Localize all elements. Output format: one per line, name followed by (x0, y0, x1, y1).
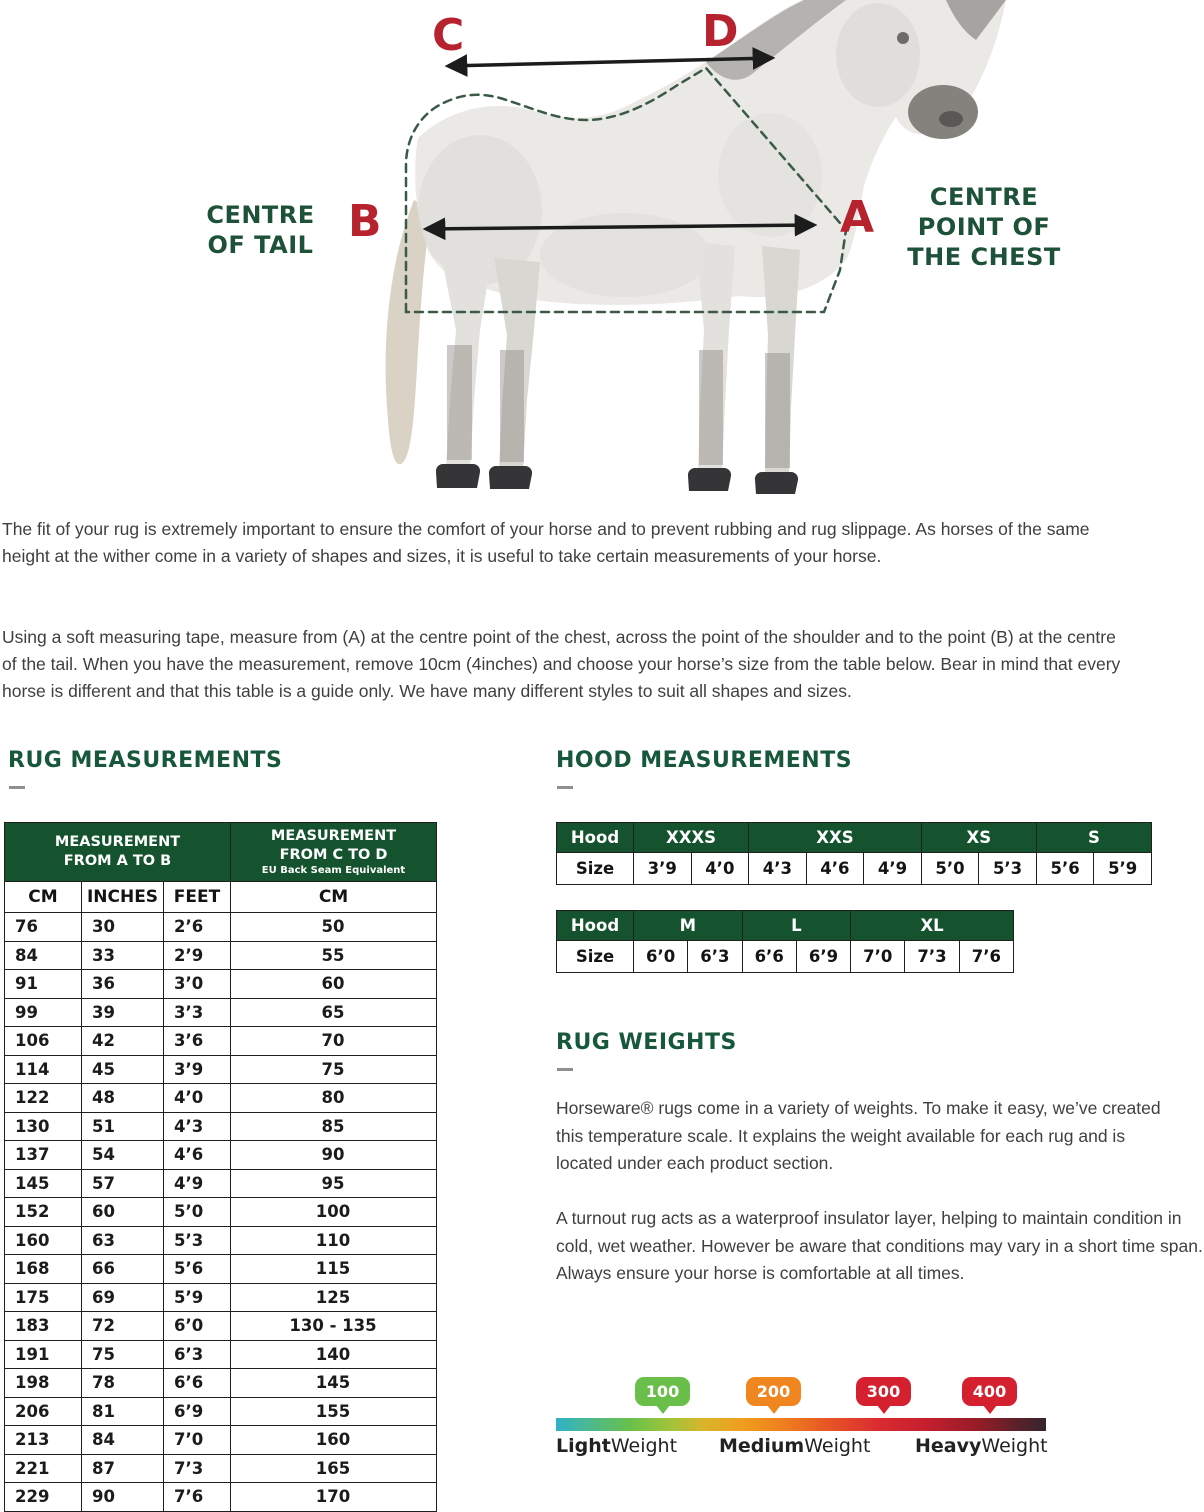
rug-table-cell: 106 (5, 1027, 82, 1056)
intro-paragraph-2: Using a soft measuring tape, measure from (A) at the centre point of the chest, across the point of the shoulder and to the point (B) at the centre of the tail. When you have the measurement, remove 10cm (4inches) and choose your horse’s size from the table below. Bear in mind that every horse is different and that this table is a guide only. We have many different styles to suit all shapes and sizes. (2, 627, 1121, 701)
hood-label: Hood (557, 823, 634, 853)
rug-table-cell: 4’9 (164, 1169, 231, 1198)
lightweight-label (556, 1435, 677, 1457)
rug-table-cell: 122 (5, 1084, 82, 1113)
rug-table-row (5, 1397, 437, 1426)
rug-table-cell: 3’9 (164, 1055, 231, 1084)
weight-badge-200 (746, 1377, 801, 1406)
size-label: Size (557, 941, 634, 973)
rug-table-cell: 5’0 (164, 1198, 231, 1227)
rug-table-cell: 152 (5, 1198, 82, 1227)
rug-table-cell: 78 (82, 1369, 164, 1398)
rug-table-row (5, 1055, 437, 1084)
rug-table-cell: 42 (82, 1027, 164, 1056)
rug-table-cell: 4’3 (164, 1112, 231, 1141)
rug-table-cell: 91 (5, 970, 82, 999)
hood-size-cell: 6’3 (688, 941, 742, 973)
hood-measurements-dash (557, 786, 573, 789)
size-label: Size (557, 853, 634, 885)
rug-measurements-title: RUG MEASUREMENTS (8, 748, 283, 773)
badge-pointer (767, 1405, 781, 1414)
rug-table-cell: 36 (82, 970, 164, 999)
hood-size-cell: 7’3 (905, 941, 959, 973)
rug-table-cell: 198 (5, 1369, 82, 1398)
horse-leg-marking (765, 353, 790, 468)
rug-table-row (5, 998, 437, 1027)
chest-label-line3: THE CHEST (907, 243, 1061, 271)
rug-table-cell: 80 (231, 1084, 437, 1113)
horse-muzzle (908, 85, 978, 139)
rug-table-cell: 81 (82, 1397, 164, 1426)
rug-table-cell: 4’0 (164, 1084, 231, 1113)
hood-size-cell: 4’3 (749, 853, 807, 885)
rug-table-cell: 229 (5, 1483, 82, 1512)
rug-table-cell: 65 (231, 998, 437, 1027)
rug-table-row (5, 1169, 437, 1198)
weight-badge-value: 400 (972, 1382, 1007, 1401)
centre-point-of-chest-label (898, 182, 1070, 272)
rug-table-row (5, 941, 437, 970)
point-label-a: A (840, 192, 875, 243)
horse-hoof (489, 466, 532, 489)
rug-table-cell: 55 (231, 941, 437, 970)
point-label-c: C (432, 10, 465, 61)
heavyweight-bold: Heavy (915, 1435, 982, 1457)
lightweight-rest: Weight (610, 1435, 678, 1457)
hood-size-cell: 6’9 (796, 941, 850, 973)
hood-group-xl: XL (851, 911, 1014, 941)
rug-table-row (5, 1112, 437, 1141)
hood-group-xxs: XXS (749, 823, 922, 853)
horse-leg-marking (500, 350, 524, 462)
rug-table-cell: 66 (82, 1255, 164, 1284)
rug-table-cell: 60 (231, 970, 437, 999)
rug-table-row (5, 1454, 437, 1483)
horse-leg-marking (699, 350, 723, 465)
hood-header-row (557, 823, 1152, 853)
header-cd-line2: FROM C TO D (279, 847, 388, 863)
centre-of-tail-label (198, 200, 323, 260)
hood-size-cell: 4’9 (864, 853, 922, 885)
weight-badge-400 (962, 1377, 1017, 1406)
rug-table-row (5, 1198, 437, 1227)
col-inches: INCHES (82, 882, 164, 913)
horse-leg-marking (447, 345, 472, 460)
hood-table-xxxs-to-s (556, 822, 1152, 885)
rug-table-cell: 175 (5, 1283, 82, 1312)
rug-table-cell: 3’3 (164, 998, 231, 1027)
hood-size-cell: 4’0 (691, 853, 749, 885)
rug-table-cell: 100 (231, 1198, 437, 1227)
rug-table-cell: 6’6 (164, 1369, 231, 1398)
hood-group-l: L (742, 911, 851, 941)
rug-table-cell: 7’3 (164, 1454, 231, 1483)
lightweight-bold: Light (556, 1435, 611, 1457)
rug-table-cell: 2’6 (164, 913, 231, 942)
scale-gradient-bar (556, 1418, 1046, 1431)
horse-eye (897, 32, 909, 44)
rug-table-cell: 114 (5, 1055, 82, 1084)
point-label-b: B (348, 196, 382, 247)
horse-hoof (436, 464, 480, 488)
rug-table-cell: 90 (82, 1483, 164, 1512)
rug-table-cell: 110 (231, 1226, 437, 1255)
hood-size-cell: 5’0 (921, 853, 979, 885)
rug-table-cell: 5’6 (164, 1255, 231, 1284)
col-feet: FEET (164, 882, 231, 913)
rug-table-cell: 85 (231, 1112, 437, 1141)
rug-table-row (5, 1369, 437, 1398)
rug-table-cell: 130 (5, 1112, 82, 1141)
centre-of-tail-line1: CENTRE (206, 201, 315, 229)
rug-table-cell: 7’0 (164, 1426, 231, 1455)
hood-size-cell: 5’3 (979, 853, 1037, 885)
header-cd-line1: MEASUREMENT (270, 828, 397, 844)
rug-table-cell: 90 (231, 1141, 437, 1170)
weight-temperature-scale (556, 1368, 1046, 1460)
rug-table-row (5, 1283, 437, 1312)
header-measurement-a-b (5, 823, 231, 882)
rug-table-cell: 3’6 (164, 1027, 231, 1056)
rug-table-cell: 140 (231, 1340, 437, 1369)
rug-table-cell: 75 (231, 1055, 437, 1084)
hood-group-xxxs: XXXS (634, 823, 749, 853)
rug-table-cell: 33 (82, 941, 164, 970)
rug-table-cell: 51 (82, 1112, 164, 1141)
rug-table-cell: 6’0 (164, 1312, 231, 1341)
horse-shading (718, 113, 822, 237)
hood-label: Hood (557, 911, 634, 941)
weight-badge-100 (635, 1377, 690, 1406)
rug-table-cell: 145 (231, 1369, 437, 1398)
heavyweight-label (915, 1435, 1048, 1457)
rug-table-row (5, 1141, 437, 1170)
badge-pointer (983, 1405, 997, 1414)
hood-group-s: S (1036, 823, 1151, 853)
rug-measurements-table (4, 822, 437, 1512)
rug-table-cell: 75 (82, 1340, 164, 1369)
rug-table-cell: 48 (82, 1084, 164, 1113)
weight-badge-300 (856, 1377, 911, 1406)
rug-table-cell: 206 (5, 1397, 82, 1426)
header-ab-line2: FROM A TO B (63, 853, 172, 869)
rug-table-row (5, 1027, 437, 1056)
rug-table-cell: 168 (5, 1255, 82, 1284)
hood-header-row (557, 911, 1014, 941)
rug-weights-paragraph-1: Horseware® rugs come in a variety of weights. To make it easy, we’ve created this temperature scale. It explains the weight available for each rug and is located under each product section. (556, 1098, 1161, 1173)
rug-table-cell: 6’9 (164, 1397, 231, 1426)
rug-table-cell: 76 (5, 913, 82, 942)
col-cm: CM (5, 882, 82, 913)
col-cm-eu: CM (231, 882, 437, 913)
rug-table-cell: 50 (231, 913, 437, 942)
rug-weights-paragraph-2: A turnout rug acts as a waterproof insulator layer, helping to maintain condition in cold, wet weather. However be aware that conditions may vary in a short time span. Always ensure your horse is comfortable at all times. (556, 1208, 1203, 1283)
hood-size-cell: 6’6 (742, 941, 796, 973)
rug-table-cell: 165 (231, 1454, 437, 1483)
rug-table-cell: 191 (5, 1340, 82, 1369)
rug-table-cell: 221 (5, 1454, 82, 1483)
mediumweight-rest: Weight (804, 1435, 871, 1457)
point-label-d: D (702, 6, 739, 57)
rug-weights-dash (557, 1068, 573, 1071)
chest-label-line2: POINT OF (917, 213, 1051, 241)
hood-size-cell: 5’9 (1094, 853, 1152, 885)
rug-table-green-header (5, 823, 437, 882)
horse-measurement-diagram (0, 0, 1200, 505)
rug-table-cell: 69 (82, 1283, 164, 1312)
rug-measurements-dash (9, 786, 25, 789)
rug-table-cell: 60 (82, 1198, 164, 1227)
rug-table-cell: 72 (82, 1312, 164, 1341)
rug-table-row (5, 1226, 437, 1255)
rug-table-cell: 7’6 (164, 1483, 231, 1512)
mediumweight-bold: Medium (719, 1435, 805, 1457)
rug-table-row (5, 970, 437, 999)
weight-badge-value: 200 (756, 1382, 791, 1401)
rug-table-cell: 125 (231, 1283, 437, 1312)
hood-size-cell: 6’0 (634, 941, 688, 973)
rug-table-row (5, 1340, 437, 1369)
badge-pointer (656, 1405, 670, 1414)
rug-table-cell: 130 - 135 (231, 1312, 437, 1341)
rug-table-cell: 45 (82, 1055, 164, 1084)
weight-badge-value: 100 (645, 1382, 680, 1401)
weight-badge-value: 300 (866, 1382, 901, 1401)
rug-table-cell: 183 (5, 1312, 82, 1341)
rug-table-cell: 5’9 (164, 1283, 231, 1312)
header-ab-line1: MEASUREMENT (54, 834, 181, 850)
horse-hoof (688, 468, 731, 491)
rug-table-cell: 95 (231, 1169, 437, 1198)
mediumweight-label (719, 1435, 870, 1457)
rug-table-cell: 6’3 (164, 1340, 231, 1369)
rug-table-cell: 5’3 (164, 1226, 231, 1255)
hood-table-m-to-xl (556, 910, 1014, 973)
hood-size-row (557, 853, 1152, 885)
rug-table-cell: 115 (231, 1255, 437, 1284)
rug-table-cell: 70 (231, 1027, 437, 1056)
heavyweight-rest: Weight (981, 1435, 1048, 1457)
rug-table-cell: 213 (5, 1426, 82, 1455)
hood-size-cell: 7’0 (851, 941, 905, 973)
hood-size-cell: 7’6 (959, 941, 1013, 973)
rug-table-cell: 160 (5, 1226, 82, 1255)
rug-table-cell: 39 (82, 998, 164, 1027)
rug-weights-title: RUG WEIGHTS (556, 1030, 737, 1055)
rug-table-cell: 4’6 (164, 1141, 231, 1170)
horse-hoof (755, 472, 798, 494)
rug-table-row (5, 1483, 437, 1512)
hood-size-cell: 5’6 (1036, 853, 1094, 885)
horse-nostril (939, 111, 963, 127)
chest-label-line1: CENTRE (929, 183, 1039, 211)
rug-table-cell: 2’9 (164, 941, 231, 970)
rug-table-cell: 30 (82, 913, 164, 942)
rug-table-cell: 87 (82, 1454, 164, 1483)
header-cd-line3: EU Back Seam Equivalent (261, 865, 406, 876)
rug-table-column-header (5, 882, 437, 913)
intro-paragraph-1: The fit of your rug is extremely important to ensure the comfort of your horse and to prevent rubbing and rug slippage. As horses of the same height at the wither come in a variety of shapes and sizes, it is useful to take certain measurements of your horse. (2, 519, 1090, 566)
rug-table-cell: 137 (5, 1141, 82, 1170)
rug-table-row (5, 1255, 437, 1284)
rug-table-cell: 145 (5, 1169, 82, 1198)
rug-table-row (5, 1312, 437, 1341)
rug-table-cell: 170 (231, 1483, 437, 1512)
hood-group-m: M (634, 911, 743, 941)
rug-table-row (5, 1426, 437, 1455)
rug-table-cell: 3’0 (164, 970, 231, 999)
horse-shading (836, 3, 920, 107)
hood-size-row (557, 941, 1014, 973)
rug-table-cell: 99 (5, 998, 82, 1027)
rug-table-row (5, 913, 437, 942)
badge-pointer (877, 1405, 891, 1414)
rug-table-cell: 63 (82, 1226, 164, 1255)
rug-table-cell: 84 (5, 941, 82, 970)
rug-table-row (5, 1084, 437, 1113)
rug-table-cell: 57 (82, 1169, 164, 1198)
rug-table-cell: 54 (82, 1141, 164, 1170)
rug-table-cell: 155 (231, 1397, 437, 1426)
rug-table-body (5, 913, 437, 1512)
header-measurement-c-d (231, 823, 437, 882)
hood-size-cell: 3’9 (634, 853, 692, 885)
hood-measurements-title: HOOD MEASUREMENTS (556, 748, 853, 773)
rug-table-cell: 84 (82, 1426, 164, 1455)
hood-group-xs: XS (921, 823, 1036, 853)
hood-size-cell: 4’6 (806, 853, 864, 885)
rug-table-cell: 160 (231, 1426, 437, 1455)
centre-of-tail-line2: OF TAIL (207, 231, 314, 259)
